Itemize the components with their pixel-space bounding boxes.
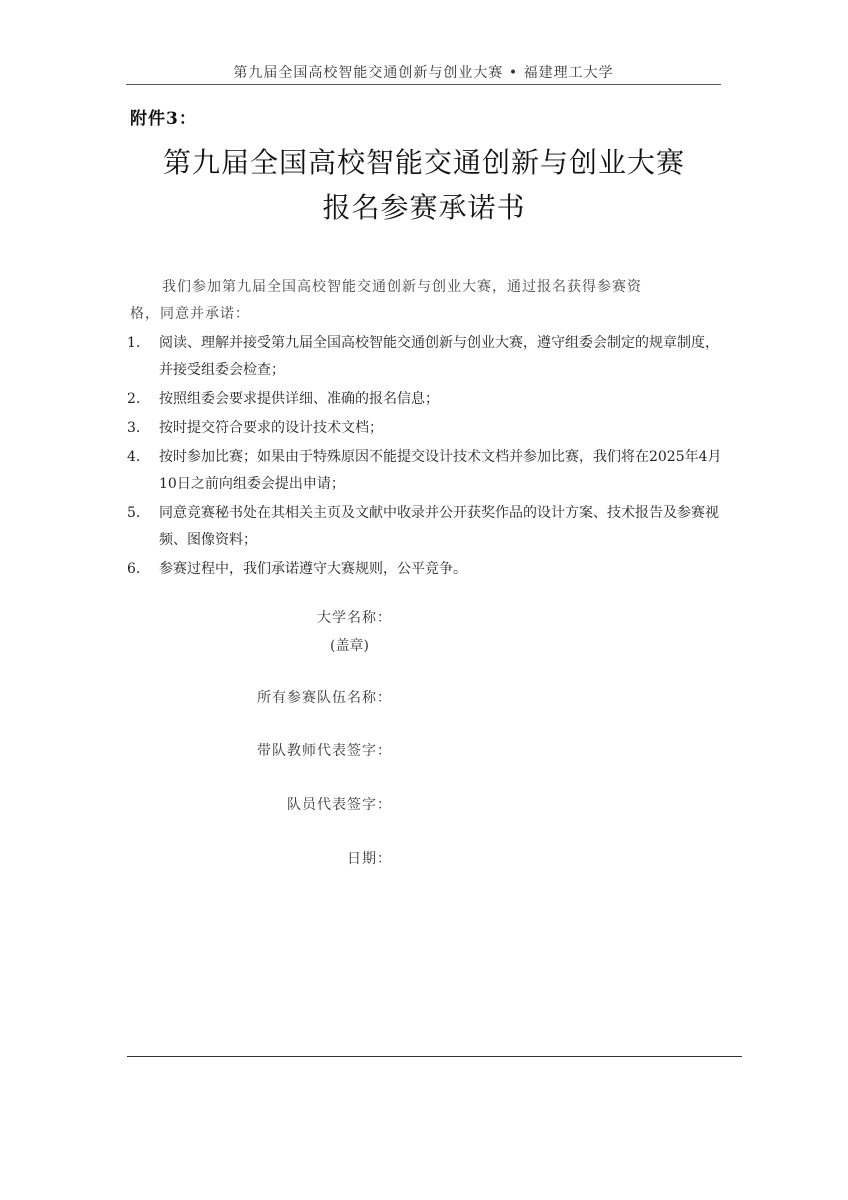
item-number: 1.	[127, 335, 141, 351]
seal-label: (盖章)	[330, 638, 369, 654]
date-label: 日期：	[347, 851, 392, 867]
item-number: 3.	[127, 420, 141, 436]
item-text: 阅读、理解并接受第九届全国高校智能交通创新与创业大赛，遵守组委会制定的规章制度，并接受组委会检查；	[159, 335, 719, 378]
header-rule	[126, 84, 721, 85]
footer-rule	[127, 1056, 742, 1057]
item-text: 按照组委会要求提供详细、准确的报名信息；	[159, 391, 439, 407]
document-title: 第九届全国高校智能交通创新与创业大赛	[162, 146, 685, 179]
item-number: 2.	[127, 391, 141, 407]
item-number: 4.	[127, 449, 141, 465]
member-signature-label: 队员代表签字：	[287, 797, 392, 813]
list-item	[127, 415, 727, 442]
university-name-label: 大学名称：	[317, 610, 392, 626]
item-text: 按时提交符合要求的设计技术文档；	[159, 420, 383, 436]
intro-paragraph	[130, 274, 716, 328]
intro-line-1: 我们参加第九届全国高校智能交通创新与创业大赛，通过报名获得参赛资	[162, 279, 642, 295]
item-number: 5.	[127, 505, 141, 521]
item-text: 按时参加比赛；如果由于特殊原因不能提交设计技术文档并参加比赛，我们将在2025年4月10日之前向组委会提出申请；	[159, 449, 722, 492]
list-item	[127, 444, 727, 498]
page-header: 第九届全国高校智能交通创新与创业大赛 • 福建理工大学	[233, 65, 614, 81]
commitment-list	[127, 330, 727, 585]
team-names-label: 所有参赛队伍名称：	[257, 690, 392, 706]
intro-line-2: 格，同意并承诺：	[130, 306, 250, 322]
teacher-signature-label: 带队教师代表签字：	[257, 743, 392, 759]
item-number: 6.	[127, 561, 141, 577]
item-text: 同意竞赛秘书处在其相关主页及文献中收录并公开获奖作品的设计方案、技术报告及参赛视频、图像资料；	[159, 505, 719, 548]
list-item	[127, 386, 727, 413]
list-item	[127, 500, 727, 554]
list-item	[127, 330, 727, 384]
document-subtitle: 报名参赛承诺书	[322, 191, 526, 224]
attachment-label: 附件3：	[130, 109, 197, 129]
list-item	[127, 556, 727, 583]
item-text: 参赛过程中，我们承诺遵守大赛规则，公平竞争。	[159, 561, 467, 577]
